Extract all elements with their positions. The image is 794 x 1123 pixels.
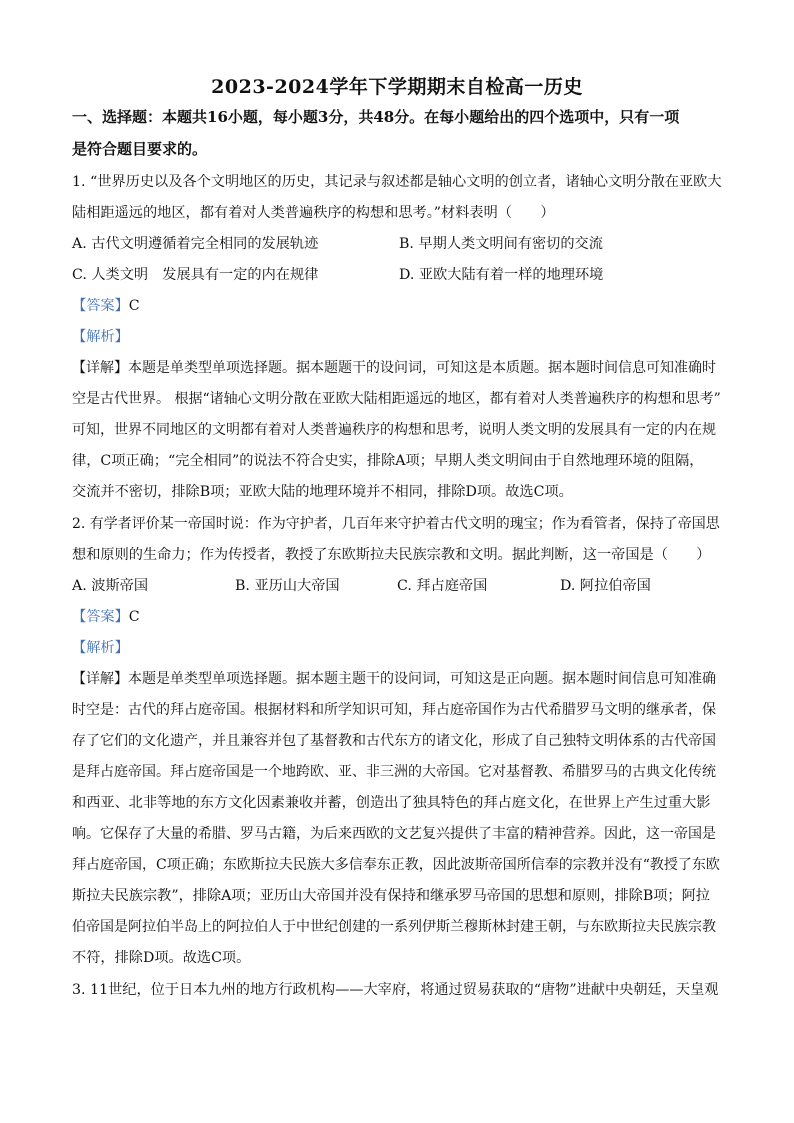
q1-option-a: A. 古代文明遵循着完全相同的发展轨迹	[72, 236, 319, 252]
q2-analysis-tag: 【解析】	[72, 640, 129, 656]
section-heading-line-2: 是符合题目要求的。	[72, 140, 208, 158]
q2-option-c: C. 拜占庭帝国	[397, 578, 488, 594]
q1-stem-line-2: 陆相距遥远的地区，都有着对人类普遍秩序的构想和思考。”材料表明（ ）	[72, 205, 555, 221]
q1-detail-tag: 【详解】	[72, 360, 128, 376]
q1-option-b: B. 早期人类文明间有密切的交流	[399, 236, 603, 252]
q2-detail-line-5: 和西亚、北非等地的东方文化因素兼收并蓄，创造出了独具特色的拜占庭文化，在世界上产生过重大影	[72, 795, 711, 811]
q3-stem-line-1: 3. 11世纪，位于日本九州的地方行政机构——大宰府，将通过贸易获取的“唐物”进献中央朝廷，天皇观	[72, 982, 719, 998]
q1-detail-text-1: 本题是单类型单项选择题。据本题题干的设问词，可知这是本质题。据本题时间信息可知准确时	[128, 360, 716, 376]
q2-detail-line-8: 斯拉夫民族宗教”，排除A项；亚历山大帝国并没有保持和继承罗马帝国的思想和原则，排除B项；阿拉	[72, 888, 710, 904]
page-title: 2023-2024学年下学期期末自检高一历史	[211, 76, 583, 98]
q2-detail-text-1: 本题是单类型单项选择题。据本题主题干的设问词，可知这是正向题。据本题时间信息可知准确	[128, 671, 716, 687]
section-heading-line-1: 一、选择题：本题共16小题，每小题3分，共48分。在每小题给出的四个选项中，只有一项	[72, 108, 680, 126]
q1-answer-value: C	[128, 298, 140, 314]
q2-detail-line-9: 伯帝国是阿拉伯半岛上的阿拉伯人于中世纪创建的一系列伊斯兰穆斯林封建王朝，与东欧斯拉夫民族宗教	[72, 919, 716, 935]
q2-detail-line-2: 时空是：古代的拜占庭帝国。根据材料和所学知识可知，拜占庭帝国作为古代希腊罗马文明的继承者，保	[72, 702, 716, 718]
q2-detail-line-7: 拜占庭帝国，C项正确；东欧斯拉夫民族大多信奉东正教，因此波斯帝国所信奉的宗教并没有“教授了东欧	[72, 857, 720, 873]
q2-detail-line-3: 存了它们的文化遗产，并且兼容并包了基督教和古代东方的诸文化，形成了自己独特文明体系的古代帝国	[72, 733, 716, 749]
q1-answer-tag: 【答案】	[72, 298, 129, 314]
q1-answer	[72, 296, 140, 316]
q1-analysis-tag: 【解析】	[72, 329, 129, 345]
q1-detail-line-3: 可知，世界不同地区的文明都有着对人类普遍秩序的构想和思考，说明人类文明的发展具有一定的内在规	[72, 422, 716, 438]
q1-detail-line-5: 交流并不密切，排除B项；亚欧大陆的地理环境并不相同，排除D项。故选C项。	[72, 484, 573, 500]
q2-detail-line-10: 不符，排除D项。故选C项。	[72, 950, 251, 966]
q1-option-c: C. 人类文明 发展具有一定的内在规律	[72, 267, 319, 283]
q2-answer	[72, 607, 140, 627]
q1-option-d: D. 亚欧大陆有着一样的地理环境	[399, 267, 604, 283]
q2-option-b: B. 亚历山大帝国	[235, 578, 340, 594]
q1-detail-line-2: 空是古代世界。 根据“诸轴心文明分散在亚欧大陆相距遥远的地区，都有着对人类普遍秩序的构想和思考”	[72, 391, 721, 407]
q2-detail-line-1	[72, 669, 716, 689]
q2-detail-tag: 【详解】	[72, 671, 128, 687]
q1-detail-line-1	[72, 358, 716, 378]
q2-detail-line-6: 响。它保存了大量的希腊、罗马古籍，为后来西欧的文艺复兴提供了丰富的精神营养。因此，这一帝国是	[72, 826, 716, 842]
q2-answer-value: C	[128, 609, 140, 625]
q1-stem-line-1: 1. “世界历史以及各个文明地区的历史，其记录与叙述都是轴心文明的创立者，诸轴心文明分散在亚欧大	[72, 174, 722, 190]
q2-option-a: A. 波斯帝国	[72, 578, 149, 594]
q2-detail-line-4: 是拜占庭帝国。拜占庭帝国是一个地跨欧、亚、非三洲的大帝国。它对基督教、希腊罗马的古典文化传统	[72, 764, 716, 780]
q2-stem-line-2: 想和原则的生命力；作为传授者，教授了东欧斯拉夫民族宗教和文明。据此判断，这一帝国是（ ）	[72, 547, 711, 563]
q2-stem-line-1: 2. 有学者评价某一帝国时说：作为守护者，几百年来守护着古代文明的瑰宝；作为看管者，保持了帝国思	[72, 516, 720, 532]
q2-option-d: D. 阿拉伯帝国	[560, 578, 651, 594]
q2-answer-tag: 【答案】	[72, 609, 129, 625]
q1-detail-line-4: 律，C项正确；“完全相同”的说法不符合史实，排除A项；早期人类文明间由于自然地理环境的阻隔，	[72, 453, 704, 469]
